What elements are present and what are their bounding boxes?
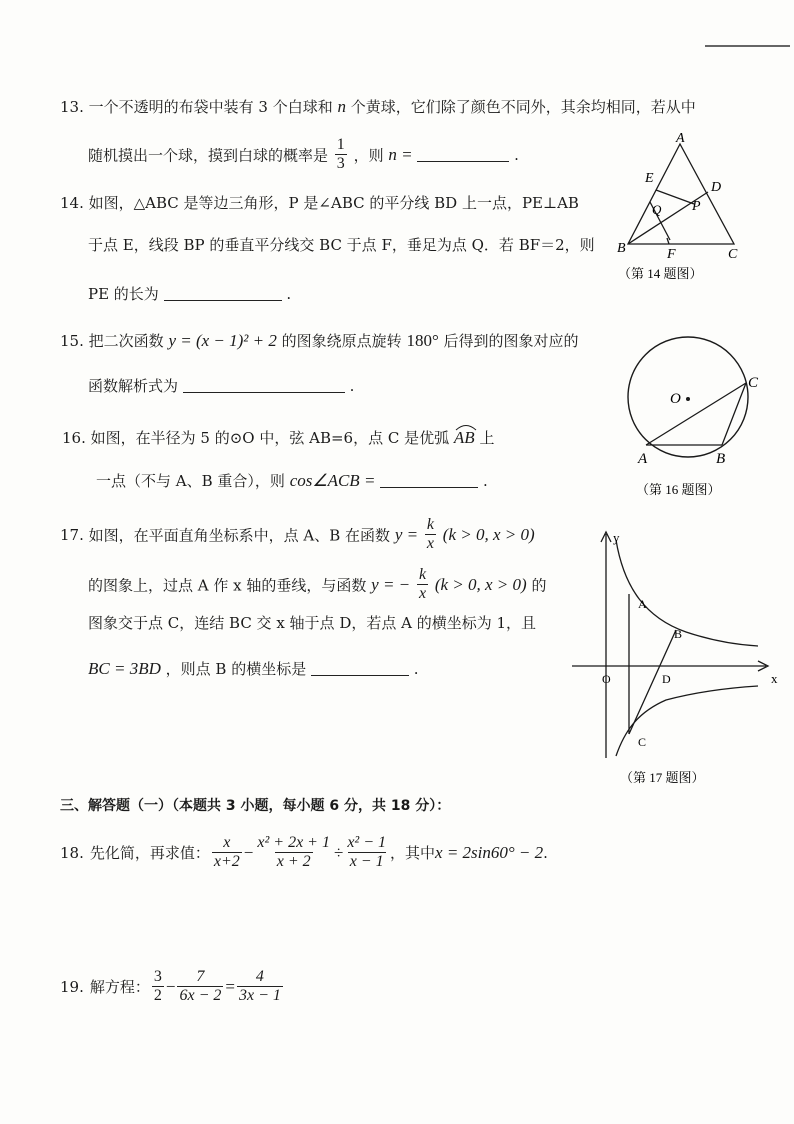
q14-answer-blank[interactable] <box>164 286 282 301</box>
q16-figure-caption: （第 16 题图） <box>636 482 721 497</box>
q18-fraction-2: $\frac{\text{x² + 2x + 1}}{x + 2}$ <box>257 834 330 871</box>
q16-answer-blank[interactable] <box>380 473 478 488</box>
q18-number: 18. <box>60 843 84 862</box>
q14-figure-caption: （第 14 题图） <box>618 266 703 281</box>
q17-figure-caption: （第 17 题图） <box>620 770 705 785</box>
q16-figure-circle <box>618 335 768 500</box>
q17-line1: 17. 如图，在平面直角坐标系中，点 A、B 在函数 y = $\frac{k}{x}$ (k > 0, x > 0) <box>60 516 535 553</box>
q14-label-a: A <box>676 131 685 146</box>
q14-number: 14. <box>60 194 84 212</box>
q17-number: 17. <box>60 525 84 544</box>
q19-fraction-3: $\frac{4}{3x - 1}$ <box>238 968 281 1005</box>
section-heading: 三、解答题（一）（本题共 3 小题，每小题 6 分，共 18 分）： <box>60 798 451 814</box>
q14-label-f: F <box>667 247 676 262</box>
q19-number: 19. <box>60 977 84 996</box>
q16-label-a: A <box>638 451 648 467</box>
q16-arc-symbol <box>455 423 477 431</box>
q17-answer-blank[interactable] <box>311 661 409 676</box>
q17-label-a: A <box>638 597 647 611</box>
q17-axis-label-x: x <box>771 671 778 686</box>
q16-number: 16. <box>62 429 86 447</box>
q17-line2: 的图象上，过点 A 作 x 轴的垂线，与函数 y = − $\frac{k}{x}$ (k > 0, x > 0) 的 <box>88 566 547 603</box>
q14-label-b: B <box>617 241 626 256</box>
q17-label-o: O <box>602 672 611 686</box>
q18-fraction-3: $\frac{\text{x² − 1}}{x - 1}$ <box>347 834 387 871</box>
q18-fraction-1: $\frac{x}{x+2}$ <box>213 834 240 871</box>
q19-fraction-2: $\frac{7}{6x - 2}$ <box>179 968 222 1005</box>
q15-function-expression: y = (x − 1)² + 2 <box>168 331 277 350</box>
q15-line1: 15. 把二次函数 y = (x − 1)² + 2 的图象绕原点旋转 180° 后得到的图象对应的 <box>60 331 579 350</box>
q17-axis-label-y: y <box>613 530 620 545</box>
q16-label-o: O <box>670 391 681 407</box>
q16-line1: 16. 如图，在半径为 5 的⊙O 中，弦 AB=6，点 C 是优弧 AB 上 <box>62 427 494 448</box>
q19-fraction-1: $\frac{3}{2}$ <box>153 968 162 1005</box>
q18-condition-expression: x = 2sin60° − 2 <box>435 842 544 862</box>
q17-fraction-neg-k-over-x: $\frac{k}{x}$ <box>418 566 427 603</box>
q17-label-c: C <box>638 735 647 749</box>
q15-answer-blank[interactable] <box>183 378 345 393</box>
q13-line2: 随机摸出一个球，摸到白球的概率是 $\frac{1}{3}$ ，则 n = . <box>88 136 519 173</box>
q13-number: 13. <box>60 98 84 116</box>
q13-line1: 13. 一个不透明的布袋中装有 3 个白球和 n 个黄球，它们除了颜色不同外，其余均相同，若从中 <box>60 97 696 116</box>
q15-number: 15. <box>60 332 84 350</box>
q14-figure-triangle <box>612 128 752 288</box>
q16-cos-expression: cos∠ACB = <box>289 471 376 490</box>
q17-line3: 图象交于点 C，连结 BC 交 x 轴于点 D，若点 A 的横坐标为 1，且 <box>88 614 537 632</box>
q17-figure-coordinate-plane <box>566 528 788 790</box>
q14-line1: 14. 如图，△ABC 是等边三角形，P 是∠ABC 的平分线 BD 上一点，PE⊥AB <box>60 194 579 212</box>
q13-probability-fraction: $\frac{1}{3}$ <box>336 136 345 173</box>
q17-label-d: D <box>662 672 671 686</box>
q16-line2: 一点（不与 A、B 重合），则 cos∠ACB = . <box>96 471 488 490</box>
q16-label-b: B <box>716 451 726 467</box>
q14-label-e: E <box>645 171 654 186</box>
q17-fraction-k-over-x: $\frac{k}{x}$ <box>426 516 434 553</box>
q14-line3: PE 的长为 . <box>88 285 292 303</box>
q16-arc-ab: AB <box>454 428 475 448</box>
q14-label-d: D <box>711 180 722 195</box>
q19-line: 19. 解方程： $\frac{3}{2}$ − $\frac{7}{6x - 2}$ = $\frac{4}{3x - 1}$ <box>60 968 281 1005</box>
scan-artifact-line <box>705 45 790 47</box>
q14-label-c: C <box>728 247 738 262</box>
q14-line2: 于点 E，线段 BP 的垂直平分线交 BC 于点 F，垂足为点 Q．若 BF＝2，则 <box>88 236 595 254</box>
q18-line: 18. 先化简，再求值： $\frac{x}{x+2}$ − $\frac{\text{x² + 2x + 1}}{x + 2}$ ÷ $\frac{\text{x² − 1}}{x - 1}$ ，其中 x = 2sin60° − 2 . <box>60 834 548 871</box>
q17-label-b: B <box>674 627 683 641</box>
q16-label-c: C <box>748 375 759 391</box>
q14-label-p: P <box>692 199 701 214</box>
q13-answer-blank[interactable] <box>417 147 509 162</box>
q15-line2: 函数解析式为 . <box>88 377 355 395</box>
q14-label-q: Q <box>652 202 662 217</box>
q17-line4: BC = 3BD ，则点 B 的横坐标是 . <box>88 659 419 678</box>
